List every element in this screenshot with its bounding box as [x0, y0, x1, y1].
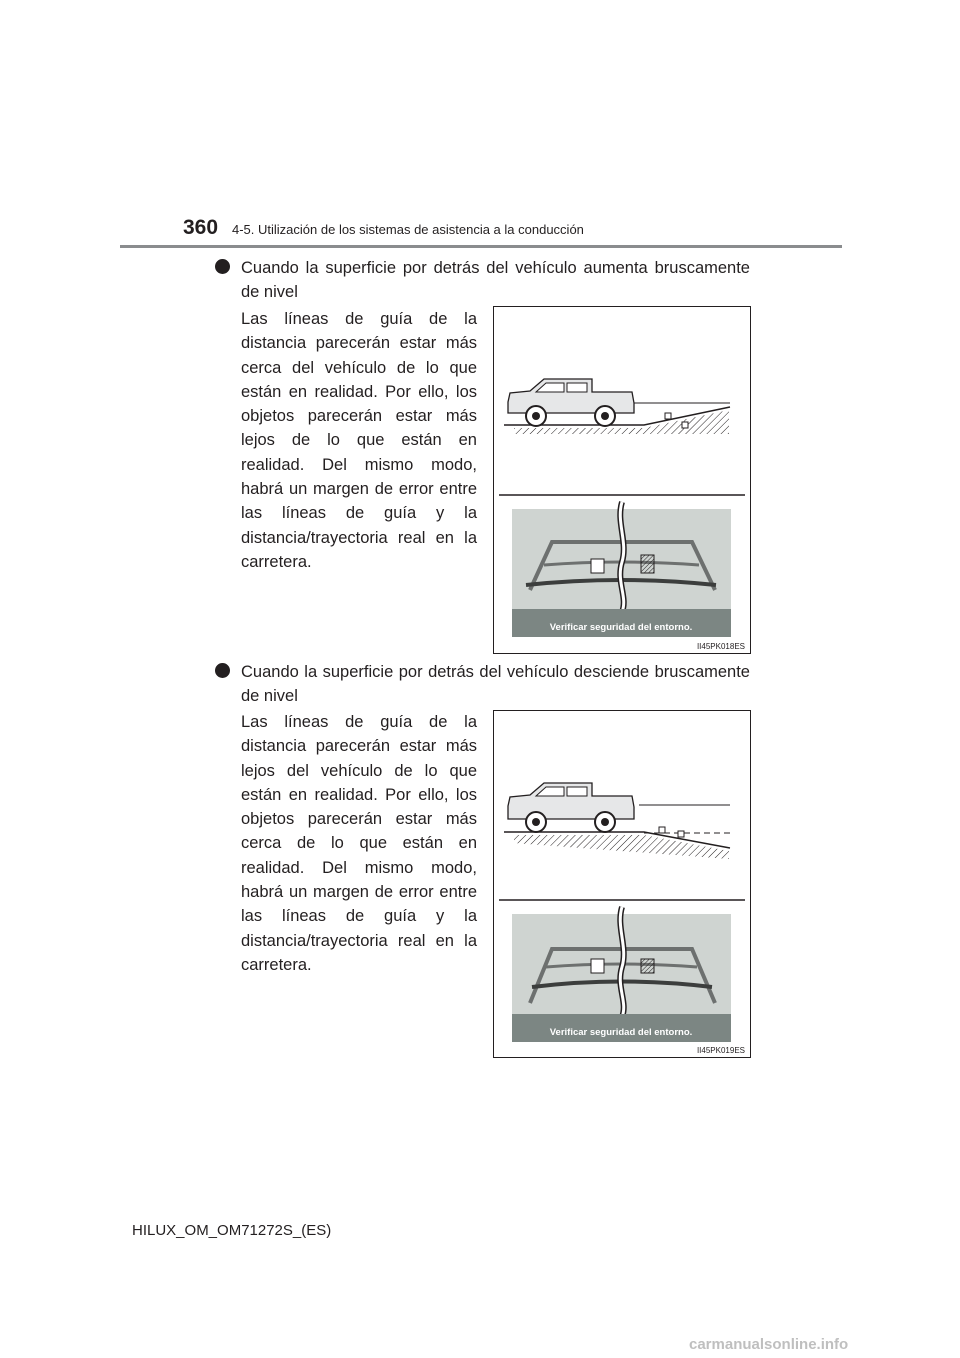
truck-icon	[508, 783, 634, 832]
figure-descending-surface	[493, 710, 751, 1058]
banner-text: Verificar seguridad del entorno.	[549, 1027, 693, 1038]
header-divider	[120, 245, 842, 248]
truck-icon	[508, 379, 634, 426]
bullet-item-rising	[215, 256, 750, 304]
bullet-item-descending	[215, 660, 750, 708]
camera-view-image	[512, 907, 731, 1042]
figure-code: II45PK019ES	[696, 1046, 745, 1055]
bullet-text: Cuando la superficie por detrás del vehículo desciende bruscamente de nivel	[241, 663, 750, 705]
figure-code: II45PK018ES	[696, 642, 745, 651]
body-paragraph: Las líneas de guía de la distancia parecerán estar más lejos del vehículo de lo que están en realidad. Por ello, los objetos parecerán estar más cerca de lo que están en realidad. Del mismo modo, habrá un margen de error entre las líneas de guía y la distancia/trayectoria real en la carretera.	[241, 713, 477, 974]
illustration-rising	[494, 307, 750, 653]
page-number: 360	[183, 216, 219, 239]
figure-rising-surface	[493, 306, 751, 654]
bullet-text: Cuando la superficie por detrás del vehículo aumenta bruscamente de nivel	[241, 259, 750, 301]
banner-text: Verificar seguridad del entorno.	[549, 622, 693, 633]
bullet-icon	[215, 663, 230, 678]
body-paragraph: Las líneas de guía de la distancia parecerán estar más cerca del vehículo de lo que están en realidad. Por ello, los objetos parecerán estar más lejos de lo que están en realidad. Del mismo modo, habrá un margen de error entre las líneas de guía y la distancia/trayectoria real en la carretera.	[241, 310, 477, 571]
bullet-icon	[215, 259, 230, 274]
section-title: 4-5. Utilización de los sistemas de asistencia a la conducción	[232, 222, 584, 237]
illustration-descending	[494, 711, 750, 1057]
document-code: HILUX_OM_OM71272S_(ES)	[132, 1222, 332, 1239]
camera-view-image	[512, 502, 731, 637]
watermark: carmanualsonline.info	[689, 1336, 849, 1353]
